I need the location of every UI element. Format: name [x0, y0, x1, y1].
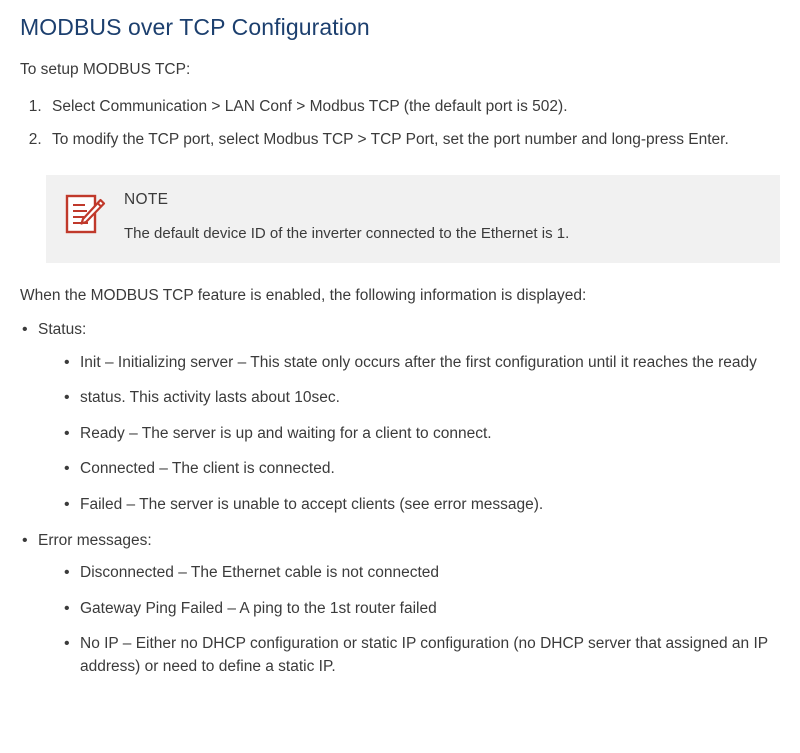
info-list [20, 319, 780, 678]
status-sublist [38, 352, 780, 516]
list-item: • No IP – Either no DHCP configuration or static IP configuration (no DHCP server that assigned an IP address) or need to define a static IP. [64, 633, 780, 678]
error-messages-sublist [38, 562, 780, 678]
intro-paragraph: To setup MODBUS TCP: [20, 61, 191, 78]
page-title: MODBUS over TCP Configuration [20, 14, 370, 40]
list-item: • Disconnected – The Ethernet cable is not connected [64, 562, 780, 584]
section-label: • Error messages: [38, 532, 152, 549]
setup-steps-list [20, 95, 780, 151]
lead-paragraph: When the MODBUS TCP feature is enabled, the following information is displayed: [20, 286, 587, 304]
note-title: NOTE [124, 190, 169, 208]
list-item: • Init – Initializing server – This state only occurs after the first configuration until it reaches the ready [64, 352, 780, 374]
list-item: • Connected – The client is connected. [64, 458, 780, 480]
list-item: • Ready – The server is up and waiting for a client to connect. [64, 423, 780, 445]
section-label: • Status: [38, 321, 87, 339]
list-item: 1. Select Communication > LAN Conf > Modbus TCP (the default port is 502). [46, 95, 780, 118]
note-pencil-icon [64, 191, 110, 242]
note-callout [46, 175, 780, 263]
list-item: 2. To modify the TCP port, select Modbus TCP > TCP Port, set the port number and long-press Enter. [46, 128, 780, 151]
list-item [20, 530, 780, 678]
note-body [110, 191, 762, 245]
list-item: • Gateway Ping Failed – A ping to the 1st router failed [64, 598, 780, 620]
list-item [20, 319, 780, 516]
note-text: The default device ID of the inverter connected to the Ethernet is 1. [124, 224, 570, 242]
list-item: • Failed – The server is unable to accept clients (see error message). [64, 494, 780, 516]
list-item: • status. This activity lasts about 10sec. [64, 387, 780, 409]
